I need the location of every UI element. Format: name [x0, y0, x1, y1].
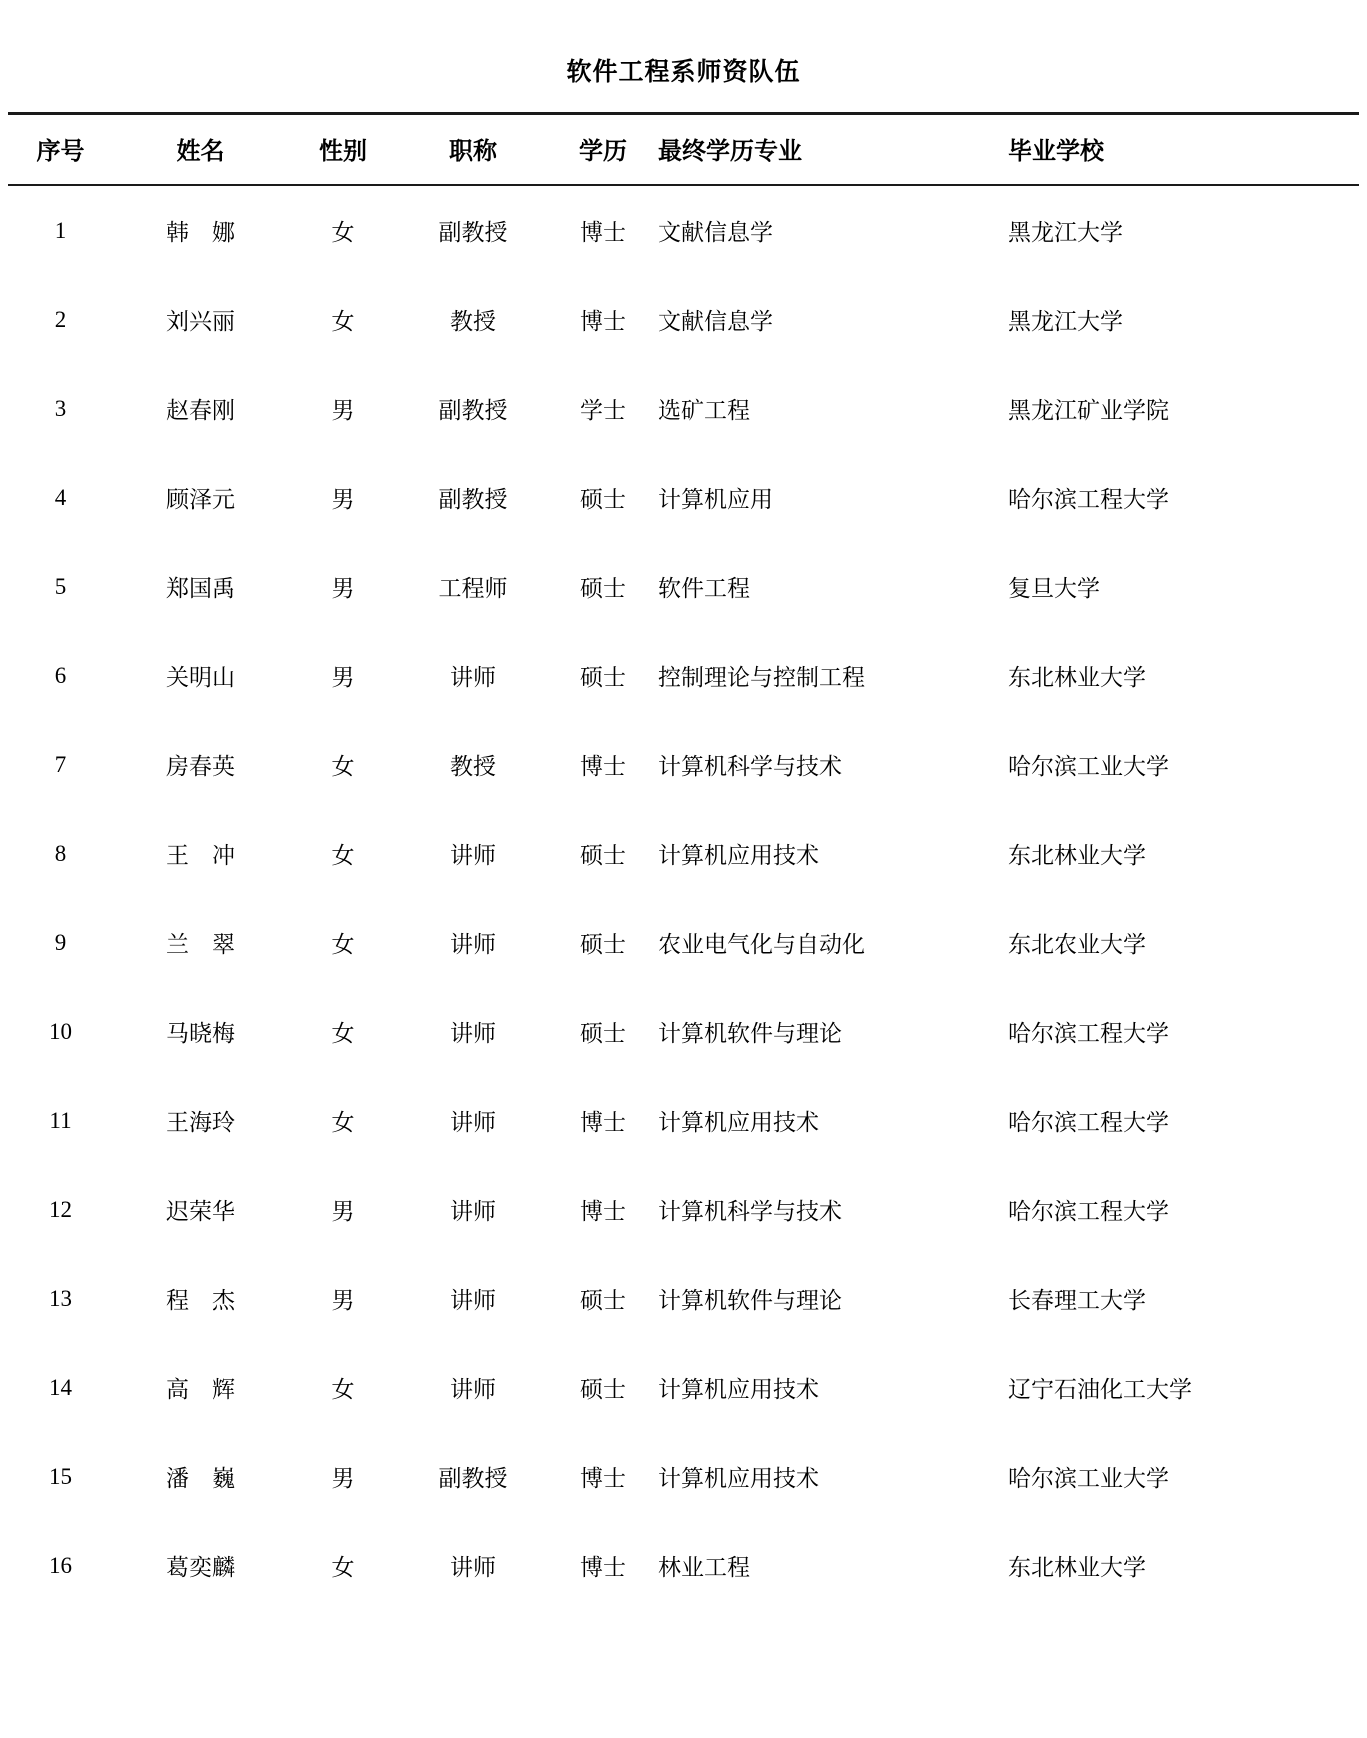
cell-gender: 男: [331, 398, 355, 423]
table-row: [8, 364, 1359, 453]
cell-gender: 男: [331, 665, 355, 690]
cell-degree: 硕士: [580, 1288, 626, 1313]
cell-index: 11: [49, 1107, 72, 1133]
cell-school: 辽宁石油化工大学: [1008, 1377, 1192, 1402]
cell-school: 哈尔滨工程大学: [1008, 1021, 1169, 1046]
cell-name: 迟荣华: [166, 1199, 235, 1224]
cell-title: 副教授: [438, 220, 508, 245]
table-row: [8, 987, 1359, 1076]
column-header-name: 姓名: [176, 138, 225, 165]
cell-name: 王海玲: [166, 1110, 235, 1135]
column-header-gender: 性别: [319, 138, 367, 165]
cell-gender: 男: [331, 1199, 355, 1224]
cell-index: 7: [54, 751, 67, 777]
table-row: [8, 1343, 1359, 1432]
cell-name: 潘 巍: [166, 1466, 235, 1491]
column-header-index: 序号: [36, 138, 85, 165]
cell-title: 副教授: [438, 1466, 508, 1491]
cell-degree: 硕士: [580, 1021, 626, 1046]
table-row: [8, 809, 1359, 898]
cell-school: 哈尔滨工程大学: [1008, 1199, 1169, 1224]
cell-school: 东北林业大学: [1008, 843, 1146, 868]
table-header: [8, 114, 1359, 186]
cell-name: 刘兴丽: [166, 309, 235, 334]
cell-title: 讲师: [450, 1555, 496, 1580]
cell-major: 软件工程: [658, 576, 750, 601]
cell-degree: 硕士: [580, 665, 626, 690]
cell-major: 计算机科学与技术: [658, 754, 842, 779]
cell-name: 高 辉: [166, 1377, 235, 1402]
cell-degree: 博士: [580, 220, 626, 245]
table-body: [8, 185, 1359, 1610]
cell-school: 长春理工大学: [1008, 1288, 1146, 1313]
cell-gender: 女: [331, 1021, 355, 1046]
cell-degree: 硕士: [580, 932, 626, 957]
cell-gender: 女: [331, 1555, 355, 1580]
table-row: [8, 1432, 1359, 1521]
cell-degree: 博士: [580, 1555, 626, 1580]
cell-school: 东北林业大学: [1008, 1555, 1146, 1580]
cell-title: 讲师: [450, 1377, 496, 1402]
cell-gender: 男: [331, 576, 355, 601]
cell-school: 东北农业大学: [1008, 932, 1146, 957]
cell-title: 讲师: [450, 932, 496, 957]
cell-index: 1: [54, 217, 67, 243]
cell-degree: 博士: [580, 1466, 626, 1491]
cell-gender: 女: [331, 843, 355, 868]
cell-gender: 女: [331, 1110, 355, 1135]
cell-index: 14: [49, 1374, 72, 1400]
table-row: [8, 1076, 1359, 1165]
cell-degree: 学士: [580, 398, 626, 423]
table-row: [8, 453, 1359, 542]
column-header-degree: 学历: [579, 138, 627, 165]
cell-index: 13: [49, 1285, 72, 1311]
table-header-row: [8, 114, 1359, 186]
cell-major: 文献信息学: [658, 220, 773, 245]
cell-name: 程 杰: [166, 1288, 235, 1313]
cell-major: 计算机科学与技术: [658, 1199, 842, 1224]
table-row: [8, 542, 1359, 631]
table-row: [8, 1165, 1359, 1254]
faculty-table: [8, 112, 1359, 1610]
cell-title: 讲师: [450, 1288, 496, 1313]
cell-school: 黑龙江大学: [1008, 220, 1123, 245]
cell-title: 讲师: [450, 1021, 496, 1046]
cell-degree: 博士: [580, 309, 626, 334]
cell-school: 东北林业大学: [1008, 665, 1146, 690]
cell-degree: 博士: [580, 754, 626, 779]
cell-index: 6: [54, 662, 67, 688]
cell-major: 选矿工程: [658, 398, 750, 423]
cell-index: 4: [54, 484, 67, 510]
cell-index: 8: [54, 840, 67, 866]
cell-title: 讲师: [450, 665, 496, 690]
cell-major: 计算机应用技术: [658, 843, 819, 868]
page-title: 软件工程系师资队伍: [566, 58, 801, 86]
cell-title: 副教授: [438, 487, 508, 512]
cell-gender: 女: [331, 220, 355, 245]
cell-degree: 硕士: [580, 843, 626, 868]
cell-name: 韩 娜: [166, 220, 235, 245]
cell-degree: 硕士: [580, 1377, 626, 1402]
cell-school: 哈尔滨工程大学: [1008, 1110, 1169, 1135]
cell-title: 教授: [450, 309, 496, 334]
cell-gender: 男: [331, 1288, 355, 1313]
cell-major: 林业工程: [658, 1555, 750, 1580]
cell-major: 农业电气化与自动化: [658, 932, 865, 957]
cell-title: 讲师: [450, 843, 496, 868]
cell-major: 计算机应用技术: [658, 1377, 819, 1402]
cell-name: 郑国禹: [166, 576, 235, 601]
cell-major: 计算机应用: [658, 487, 773, 512]
table-row: [8, 1254, 1359, 1343]
cell-name: 兰 翠: [166, 932, 235, 957]
cell-degree: 博士: [580, 1199, 626, 1224]
cell-name: 葛奕麟: [166, 1555, 235, 1580]
cell-index: 12: [49, 1196, 72, 1222]
column-header-school: 毕业学校: [1008, 138, 1104, 165]
table-row: [8, 1521, 1359, 1610]
cell-name: 王 冲: [166, 843, 235, 868]
cell-gender: 女: [331, 309, 355, 334]
cell-gender: 女: [331, 1377, 355, 1402]
cell-major: 计算机应用技术: [658, 1466, 819, 1491]
cell-name: 房春英: [166, 754, 235, 779]
cell-degree: 硕士: [580, 576, 626, 601]
cell-name: 顾泽元: [166, 487, 235, 512]
cell-major: 计算机软件与理论: [658, 1288, 842, 1313]
cell-gender: 女: [331, 754, 355, 779]
cell-index: 15: [49, 1463, 72, 1489]
cell-name: 关明山: [166, 665, 235, 690]
cell-title: 讲师: [450, 1110, 496, 1135]
cell-gender: 男: [331, 487, 355, 512]
cell-school: 复旦大学: [1008, 576, 1100, 601]
cell-major: 控制理论与控制工程: [658, 665, 865, 690]
table-row: [8, 185, 1359, 275]
cell-school: 黑龙江矿业学院: [1008, 398, 1169, 423]
cell-major: 文献信息学: [658, 309, 773, 334]
cell-major: 计算机软件与理论: [658, 1021, 842, 1046]
cell-major: 计算机应用技术: [658, 1110, 819, 1135]
cell-title: 讲师: [450, 1199, 496, 1224]
cell-index: 10: [49, 1018, 72, 1044]
cell-index: 16: [49, 1552, 72, 1578]
cell-gender: 男: [331, 1466, 355, 1491]
table-row: [8, 275, 1359, 364]
cell-school: 黑龙江大学: [1008, 309, 1123, 334]
cell-degree: 博士: [580, 1110, 626, 1135]
cell-index: 5: [54, 573, 67, 599]
cell-name: 赵春刚: [166, 398, 235, 423]
cell-gender: 女: [331, 932, 355, 957]
cell-title: 教授: [450, 754, 496, 779]
column-header-title: 职称: [449, 138, 497, 165]
table-row: [8, 898, 1359, 987]
cell-school: 哈尔滨工程大学: [1008, 487, 1169, 512]
cell-title: 副教授: [438, 398, 508, 423]
cell-school: 哈尔滨工业大学: [1008, 754, 1169, 779]
cell-name: 马晓梅: [166, 1021, 235, 1046]
cell-degree: 硕士: [580, 487, 626, 512]
table-row: [8, 631, 1359, 720]
table-row: [8, 720, 1359, 809]
cell-index: 9: [54, 929, 67, 955]
cell-index: 2: [54, 306, 67, 332]
column-header-major: 最终学历专业: [658, 138, 802, 165]
cell-school: 哈尔滨工业大学: [1008, 1466, 1169, 1491]
cell-index: 3: [54, 395, 67, 421]
cell-title: 工程师: [438, 576, 508, 601]
